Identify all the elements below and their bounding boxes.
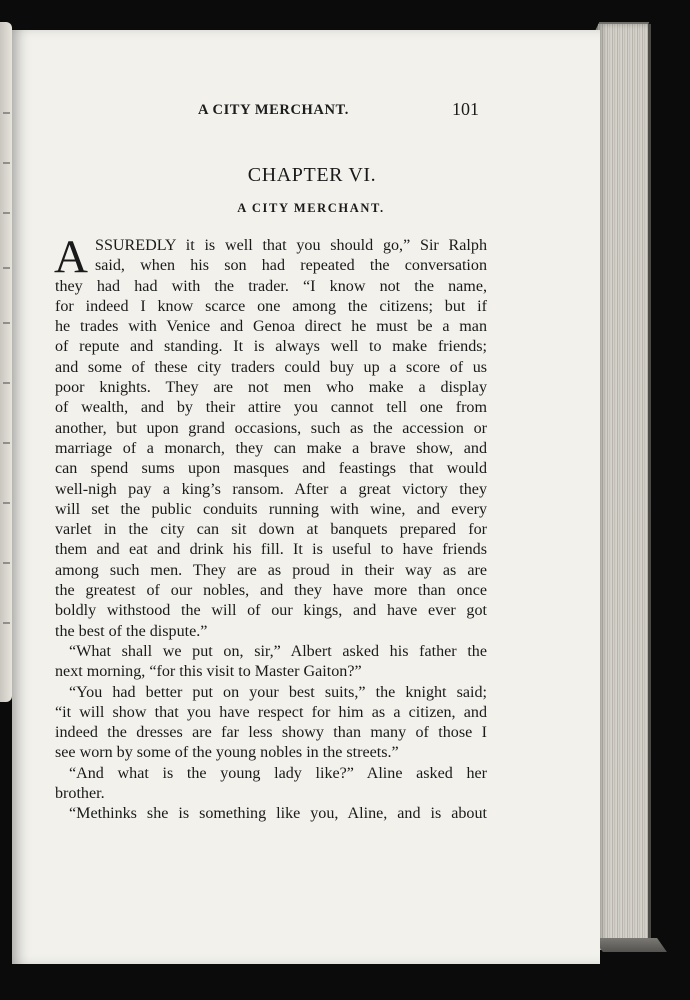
text-line: for indeed I know scarce one among the citizens; but if — [55, 297, 487, 315]
text-line: indeed the dresses are far less showy than many of those I — [55, 724, 487, 742]
body-text — [54, 231, 487, 825]
text-line: boldly withstood the will of our kings, and have ever got — [55, 602, 487, 620]
page-number: 101 — [452, 99, 479, 119]
book-page — [12, 30, 600, 964]
text-line: the best of the dispute.” — [55, 622, 208, 640]
text-line: can spend sums upon masques and feastings that would — [55, 460, 487, 478]
text-line: well-nigh pay a king’s ransom. After a great victory they — [55, 480, 487, 498]
book-edge-bottom — [593, 938, 667, 952]
chapter-subtitle: A CITY MERCHANT. — [237, 201, 385, 215]
running-head-title: A CITY MERCHANT. — [198, 102, 349, 118]
text-line: varlet in the city can sit down at banquets prepared for — [55, 521, 487, 539]
book-page-edges — [598, 24, 651, 950]
text-line: “it will show that you have respect for him as a citizen, and — [55, 703, 487, 721]
adjacent-page-edge — [0, 22, 12, 702]
text-line: they had had with the trader. “I know not the name, — [55, 277, 487, 295]
drop-cap: A — [54, 231, 88, 283]
text-line: them and eat and drink his fill. It is useful to have friends — [55, 541, 487, 559]
text-line: of wealth, and by their attire you cannot tell one from — [55, 399, 487, 417]
text-line: brother. — [55, 785, 105, 803]
text-line: “You had better put on your best suits,” the knight said; — [69, 683, 487, 701]
text-line: he trades with Venice and Genoa direct he must be a man — [55, 318, 487, 336]
text-line: and some of these city traders could buy up a score of us — [55, 358, 487, 376]
text-line: among such men. They are as proud in their way as are — [55, 561, 487, 579]
text-line: “And what is the young lady like?” Aline asked her — [69, 764, 487, 782]
text-line: another, but upon grand occasions, such as the accession or — [55, 419, 487, 437]
text-line: marriage of a monarch, they can make a brave show, and — [55, 439, 487, 457]
text-line: said, when his son had repeated the conversation — [95, 257, 487, 275]
text-line: SSUREDLY it is well that you should go,” Sir Ralph — [95, 237, 487, 254]
text-line: see worn by some of the young nobles in the streets.” — [55, 744, 399, 762]
text-line: poor knights. They are not men who make a display — [55, 379, 487, 397]
text-line: will set the public conduits running with wine, and every — [55, 500, 487, 518]
text-line: next morning, “for this visit to Master Gaiton?” — [55, 663, 362, 681]
text-line: of repute and standing. It is always well to make friends; — [55, 338, 487, 356]
text-line: the greatest of our nobles, and they have more than once — [55, 582, 487, 600]
text-line: “What shall we put on, sir,” Albert asked his father the — [69, 642, 487, 660]
opening-paragraph — [54, 231, 487, 283]
chapter-heading: CHAPTER VI. — [247, 164, 377, 186]
text-line: “Methinks she is something like you, Aline, and is about — [69, 805, 487, 823]
